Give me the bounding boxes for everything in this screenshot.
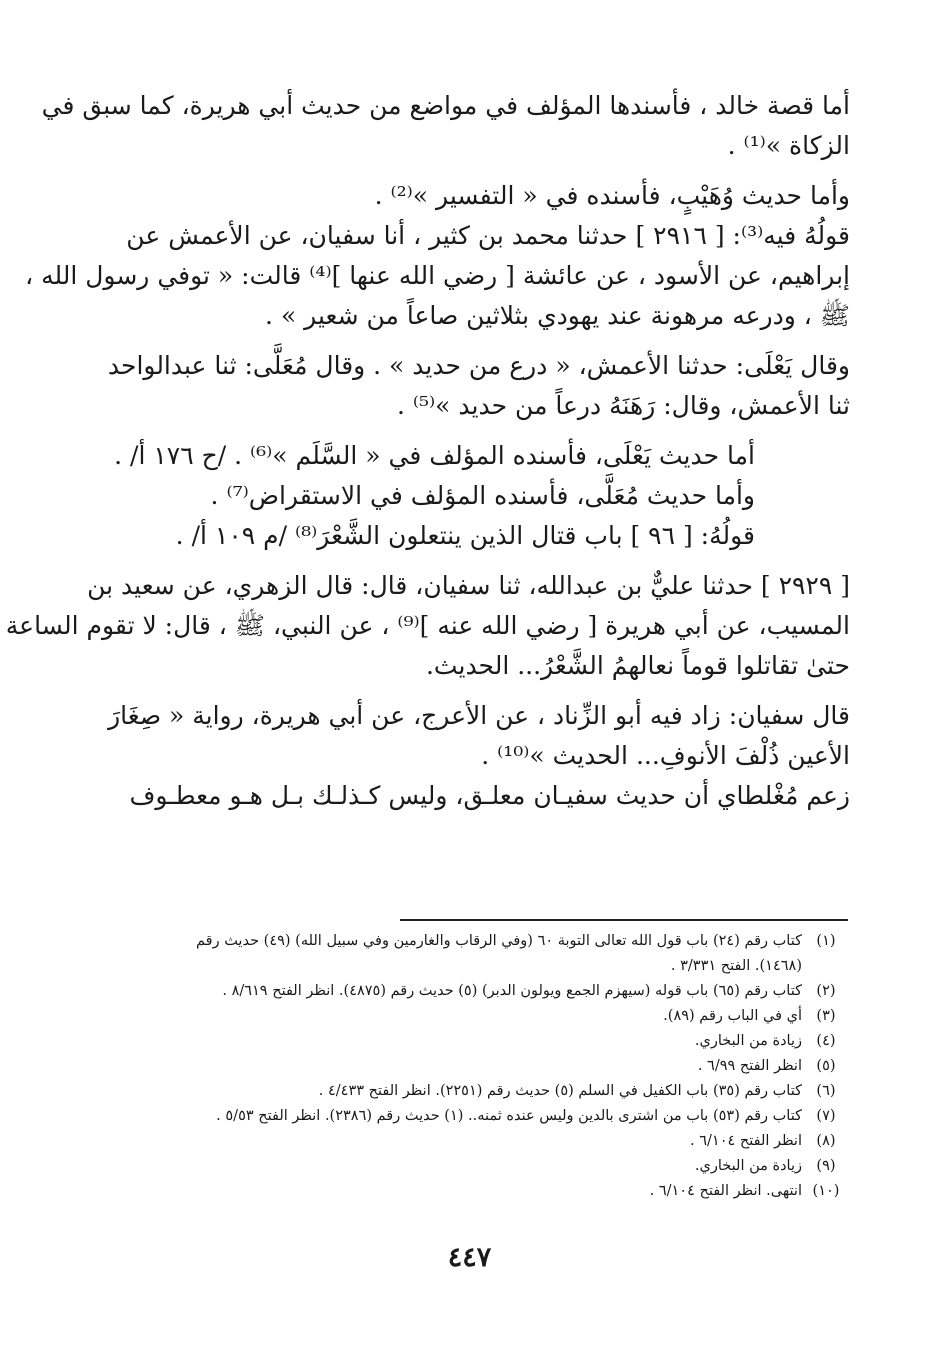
- text-line: إبراهيم، عن الأسود ، عن عائشة [ رضي الله عنها ]⁽⁴⁾ قالت: « توفي رسول الله ،: [25, 261, 850, 290]
- text-line: أما حديث يَعْلَى، فأسنده المؤلف في « السَّلَم »⁽⁶⁾ . /ح ١٧٦ أ/ .: [114, 441, 755, 470]
- footnote-number: (٢): [816, 983, 836, 999]
- footnote: [100, 929, 850, 954]
- text-line: الزكاة »⁽¹⁾ .: [727, 131, 850, 160]
- footnote: [100, 1154, 850, 1179]
- footnote-text: انظر الفتح ٦/٩٩ .: [697, 1058, 802, 1074]
- footnote-text: انتهى. انظر الفتح ٦/١٠٤ .: [649, 1183, 802, 1199]
- footnote-number: (٧): [816, 1108, 836, 1124]
- footnote-divider: [400, 919, 848, 921]
- footnote-number: (١): [816, 933, 836, 949]
- text-line: المسيب، عن أبي هريرة [ رضي الله عنه ]⁽⁹⁾ ، عن النبي، ﷺ ، قال: لا تقوم الساعة: [5, 611, 850, 640]
- text-line: وأما حديث مُعَلَّى، فأسنده المؤلف في الاستقراض⁽⁷⁾ .: [210, 481, 755, 510]
- footnote: [100, 979, 850, 1004]
- footnote-number: (٣): [816, 1008, 836, 1024]
- text-line: وأما حديث وُهَيْبٍ، فأسنده في « التفسير »⁽²⁾ .: [374, 181, 850, 210]
- text-line: حتىٰ تقاتلوا قوماً نعالهمُ الشَّعْرُ... الحديث.: [425, 651, 850, 680]
- text-line: الأعين ذُلْفَ الأنوفِ... الحديث »⁽¹⁰⁾ .: [481, 741, 850, 770]
- text-line: قولُهُ فيه⁽³⁾: [ ٢٩١٦ ] حدثنا محمد بن كثير ، أنا سفيان، عن الأعمش عن: [126, 221, 850, 250]
- footnote: [100, 1029, 850, 1054]
- footnote-number: (٨): [816, 1133, 836, 1149]
- footnote-text: كتاب رقم (٦٥) باب قوله (سيهزم الجمع ويولون الدبر) (٥) حديث رقم (٤٨٧٥). انظر الفتح ٨/٦١٩ .: [222, 983, 802, 999]
- footnote-text: كتاب رقم (٢٤) باب قول الله تعالى التوبة ٦٠ (وفي الرقاب والغارمين وفي سبيل الله) (٤٩) حديث رقم: [196, 933, 802, 949]
- text-line: أما قصة خالد ، فأسندها المؤلف في مواضع من حديث أبي هريرة، كما سبق في: [41, 91, 850, 120]
- text-line: قال سفيان: زاد فيه أبو الزِّناد ، عن الأعرج، عن أبي هريرة، رواية « صِغَارَ: [108, 701, 850, 730]
- text-line: ثنا الأعمش، وقال: رَهَنَهُ درعاً من حديد »⁽⁵⁾ .: [396, 391, 850, 420]
- text-line: زعم مُغْلطاي أن حديث سفيـان معلـق، وليس كـذلـك بـل هـو معطـوف: [129, 781, 850, 810]
- footnote-text: (١٤٦٨). الفتح ٣/٣٣١ .: [670, 958, 802, 974]
- footnote-text: انظر الفتح ٦/١٠٤ .: [690, 1133, 802, 1149]
- footnote-text: كتاب رقم (٣٥) باب الكفيل في السلم (٥) حديث رقم (٢٢٥١). انظر الفتح ٤/٤٣٣ .: [318, 1083, 802, 1099]
- footnote-text: أي في الباب رقم (٨٩).: [663, 1008, 802, 1024]
- footnote: [100, 1054, 850, 1079]
- footnote: [100, 1104, 850, 1129]
- footnote: [100, 1179, 850, 1204]
- text-line: ﷺ ، ودرعه مرهونة عند يهودي بثلاثين صاعاً من شعير » .: [265, 301, 850, 330]
- footnote: [100, 954, 850, 979]
- footnote-text: كتاب رقم (٥٣) باب من اشترى بالدين وليس عنده ثمنه.. (١) حديث رقم (٢٣٨٦). انظر الفتح ٥/٥٣ .: [216, 1108, 802, 1124]
- footnote-number: (٦): [816, 1083, 836, 1099]
- footnote-number: (٤): [816, 1033, 836, 1049]
- text-line: [ ٢٩٢٩ ] حدثنا عليٌّ بن عبدالله، ثنا سفيان، قال: قال الزهري، عن سعيد بن: [87, 571, 850, 600]
- footnotes: [100, 929, 850, 1204]
- page-number: ٤٤٧: [447, 1242, 492, 1273]
- footnote-number: (١٠): [812, 1183, 840, 1199]
- footnote: [100, 1004, 850, 1029]
- main-text: [5, 86, 850, 816]
- footnote: [100, 1079, 850, 1104]
- footnote-number: (٥): [816, 1058, 836, 1074]
- footnote-text: زيادة من البخاري.: [694, 1033, 802, 1049]
- footnote-number: (٩): [816, 1158, 836, 1174]
- footnote-text: زيادة من البخاري.: [694, 1158, 802, 1174]
- footnote: [100, 1129, 850, 1154]
- text-line: قولُهُ: [ ٩٦ ] باب قتال الذين ينتعلون الشَّعْرَ⁽⁸⁾ /م ١٠٩ أ/ .: [175, 521, 755, 550]
- text-line: وقال يَعْلَى: حدثنا الأعمش، « درع من حديد » . وقال مُعَلَّى: ثنا عبدالواحد: [107, 351, 850, 380]
